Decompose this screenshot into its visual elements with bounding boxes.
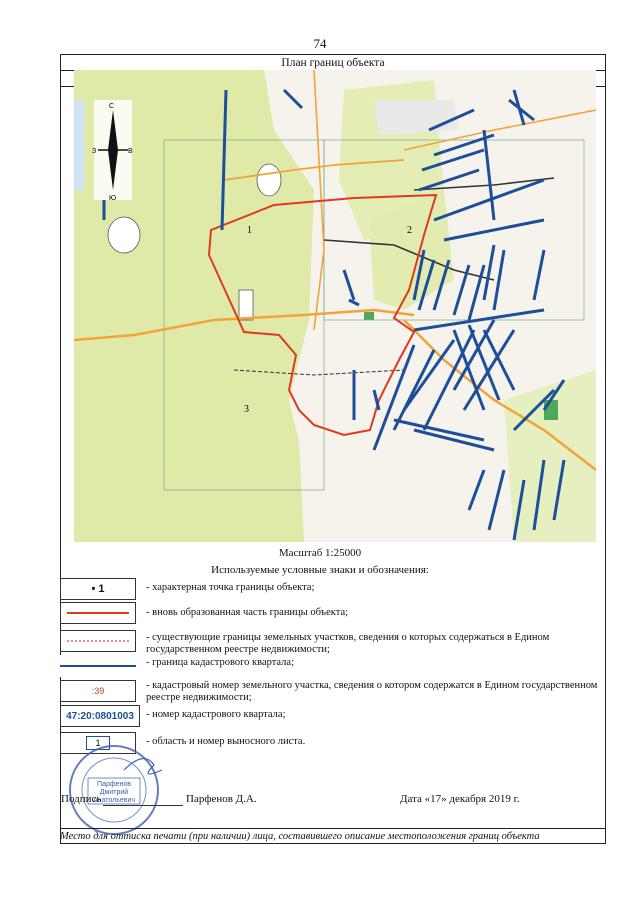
signature-date: Дата «17» декабря 2019 г.	[400, 793, 520, 805]
blue-line-icon	[60, 665, 136, 667]
lake-2	[108, 217, 140, 253]
signer-name: Парфенов Д.А.	[186, 793, 257, 805]
water-edge	[74, 100, 84, 190]
overview-map	[74, 70, 596, 542]
dotted-line-icon	[67, 640, 129, 642]
svg-text:Парфенов: Парфенов	[97, 781, 131, 788]
page-number: 74	[313, 36, 327, 51]
svg-text:Анатольевич: Анатольевич	[92, 797, 136, 804]
signature-line	[103, 805, 183, 806]
lake-1	[257, 164, 281, 196]
legend-text-quarter-number: - номер кадастрового квартала;	[146, 709, 286, 720]
legend-symbol-existing-boundary	[60, 630, 136, 652]
lake-3	[239, 290, 253, 320]
legend-symbol-callout-sheet: 1	[60, 732, 136, 754]
compass-east: В	[128, 148, 133, 155]
settlement-area	[374, 100, 459, 135]
legend-symbol-quarter-number: 47:20:0801003	[60, 705, 140, 727]
legend-text-point: - характерная точка границы объекта;	[146, 582, 315, 593]
legend-text-new-boundary: - вновь образованная часть границы объекта;	[146, 607, 349, 618]
legend-symbol-new-boundary	[60, 602, 136, 624]
green-spot-1	[544, 400, 558, 420]
legend-symbol-parcel-number: :39	[60, 680, 136, 702]
legend-symbol-quarter-boundary	[60, 655, 136, 677]
compass-west: З	[92, 148, 97, 155]
legend-text-existing-boundary: - существующие границы земельных участков, сведения о которых содержаться в Едином государственном реестре недвижимости;	[146, 632, 550, 655]
area-label-2: 2	[407, 225, 412, 236]
seal-stamp	[64, 740, 164, 840]
legend-title: Используемые условные знаки и обозначения:	[211, 564, 429, 576]
legend-text-callout-sheet: - область и номер выносного листа.	[146, 736, 306, 747]
legend-text-parcel-number: - кадастровый номер земельного участка, сведения о котором содержатся в Едином государственном реестре недвижимости;	[146, 680, 598, 703]
plan-title: План границ объекта	[61, 55, 605, 71]
stamp-place-note: Место для оттиска печати (при наличии) лица, составившего описание местоположения границ объекта	[60, 828, 606, 842]
green-spot-2	[364, 312, 374, 320]
area-label-3: 3	[244, 404, 249, 415]
legend-text-quarter-boundary: - граница кадастрового квартала;	[146, 657, 294, 668]
signature-scribble	[124, 759, 162, 774]
compass-south: Ю	[109, 195, 117, 202]
map-canvas	[74, 70, 596, 542]
red-line-icon	[67, 612, 129, 614]
map-scale: Масштаб 1:25000	[278, 547, 362, 559]
svg-text:Дмитрий: Дмитрий	[99, 789, 129, 796]
compass-icon	[92, 100, 133, 202]
legend-symbol-point: • 1	[60, 578, 136, 600]
signature-label: Подпись	[61, 793, 102, 805]
area-label-1: 1	[247, 225, 252, 236]
compass-north: С	[109, 103, 115, 110]
